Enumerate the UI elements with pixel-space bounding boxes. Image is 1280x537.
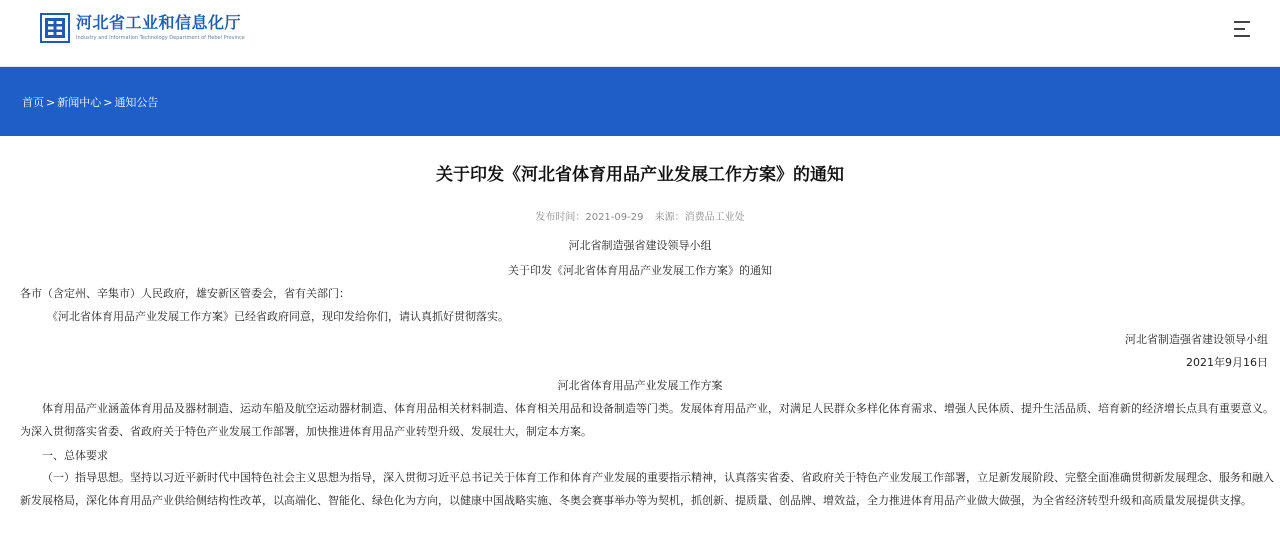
addressees: 各市（含定州、辛集市）人民政府，雄安新区管委会，省有关部门：	[20, 287, 350, 300]
article-title: 关于印发《河北省体育用品产业发展工作方案》的通知	[436, 165, 844, 185]
page-banner	[0, 67, 1280, 136]
breadcrumb	[22, 94, 158, 110]
breadcrumb-news[interactable]: 新闻中心	[57, 96, 102, 109]
hamburger-menu-icon[interactable]	[1234, 19, 1250, 39]
site-name: 河北省工业和信息化厅	[76, 13, 242, 32]
breadcrumb-home[interactable]: 首页	[22, 96, 44, 109]
section-heading: 一、总体要求	[42, 449, 108, 462]
article-source: 来源：消费品工业处	[654, 212, 745, 223]
issue-date: 2021年9月16日	[1186, 356, 1268, 369]
site-name-english: Industry and Information Technology Department of Hebei Province	[76, 35, 245, 41]
body-paragraph-2: （一）指导思想。坚持以习近平新时代中国特色社会主义思想为指导，深入贯彻习近平总书记关于体育工作和体育产业发展的重要指示精神，认真落实省委、省政府关于特色产业发展工作部署，立足新发展阶段、完整全面准确贯彻新发展理念、服务和融入新发展格局，深化体育用品产业供给侧结构性改革，以高端化、智能化、绿色化为方向，以健康中国战略实施、冬奥会赛事举办等为契机，抓创新、提质量、创品牌、增效益，全力推进体育用品产业做大做强，为全省经济转型升级和高质量发展提供支撑。	[20, 471, 1274, 507]
publish-time: 发布时间：2021-09-29	[535, 212, 644, 223]
body-paragraph-1: 体育用品产业涵盖体育用品及器材制造、运动车船及航空运动器材制造、体育用品相关材料制造、体育相关用品和设备制造等门类。发展体育用品产业，对满足人民群众多样化体育需求、增强人民体质、提升生活品质、培育新的经济增长点具有重要意义。为深入贯彻落实省委、省政府关于特色产业发展工作部署，加快推进体育用品产业转型升级、发展壮大，制定本方案。	[20, 402, 1274, 438]
signature: 河北省制造强省建设领导小组	[1125, 333, 1268, 346]
intro-paragraph: 《河北省体育用品产业发展工作方案》已经省政府同意，现印发给你们，请认真抓好贯彻落实。	[47, 310, 509, 323]
breadcrumb-notices[interactable]: 通知公告	[114, 96, 159, 109]
plan-title: 河北省体育用品产业发展工作方案	[557, 379, 723, 392]
document-title: 关于印发《河北省体育用品产业发展工作方案》的通知	[508, 264, 772, 277]
site-header	[0, 0, 1280, 67]
article-meta	[0, 208, 1280, 223]
site-logo[interactable]	[40, 13, 245, 43]
breadcrumb-separator: >	[46, 96, 56, 109]
issuer-line: 河北省制造强省建设领导小组	[568, 239, 712, 252]
hebei-logo-icon	[40, 13, 70, 43]
breadcrumb-separator: >	[103, 96, 113, 109]
